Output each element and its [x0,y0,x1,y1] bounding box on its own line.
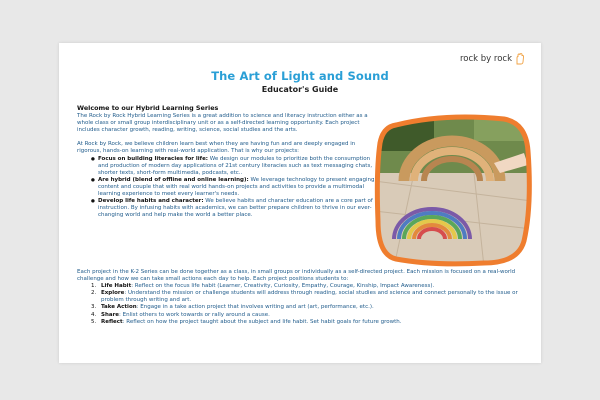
brand-name: rock by rock [459,54,512,64]
guide-page [59,43,541,363]
rainbow-photo [374,111,532,267]
list-item: ● Develop life habits and character: We believe habits and character education are a core part of instruction. By infusing habits with academics, we can better prepare children to thrive in our ever-changing world and help make the world a better place. [91,198,375,219]
intro-section [77,105,375,219]
list-item: 1. Life Habit: Reflect on the focus life habit (Learner, Creativity, Curiosity, Empathy, Courage, Kinship, Impact Awareness). [91,283,435,290]
series-intro: Each project in the K-2 Series can be done together as a class, in small groups or individually as a self-directed project. Each mission is focused on a real-world challenge and how we can take small actions each day to help. Each project positions students to: [77,269,516,283]
hand-icon [515,53,525,65]
list-item: 4. Share: Enlist others to work towards or rally around a cause. [91,311,270,318]
list-item: 5. Reflect: Reflect on how the project taught about the subject and life habit. Set habit goals for future growth. [91,318,402,325]
page-subtitle: Educator's Guide [261,85,339,94]
list-item: 2. Explore: Understand the mission or challenge students will address through reading, social studies and science and connect personally to the issue or problem through writing and art. [91,290,518,304]
welcome-heading: Welcome to our Hybrid Learning Series [77,104,219,112]
list-item: 3. Take Action: Engage in a take action project that involves writing and art (art, performance, etc.). [91,304,374,311]
page-title: The Art of Light and Sound [211,69,389,83]
list-item: ● Focus on building literacies for life: We design our modules to prioritize both the consumption and production of modern day applications of 21st century literacies such as text messaging chats, shorter texts, short-form multimedia, podcasts, etc.. [91,156,375,177]
approach-list [91,156,375,220]
series-section [77,269,527,326]
list-item: ● Are hybrid (blend of offline and online learning): We leverage technology to present engaging content and couple that with real world hands-on projects and activities to provide a multimodal learning experience to meet every learner's needs. [91,177,375,198]
approach-intro: At Rock by Rock, we believe children learn best when they are having fun and are deeply engaged in rigorous, hands-on learning with real-world application. That is why our projects: [77,141,356,155]
steps-list [91,283,527,326]
brand-logo[interactable] [460,53,525,65]
welcome-paragraph: The Rock by Rock Hybrid Learning Series is a great addition to science and literacy instruction either as a whole class or small group interdisciplinary unit or as a self-directed learning opportunity. Each project includes character growth, reading, writing, science, social studies and the arts. [77,113,368,134]
